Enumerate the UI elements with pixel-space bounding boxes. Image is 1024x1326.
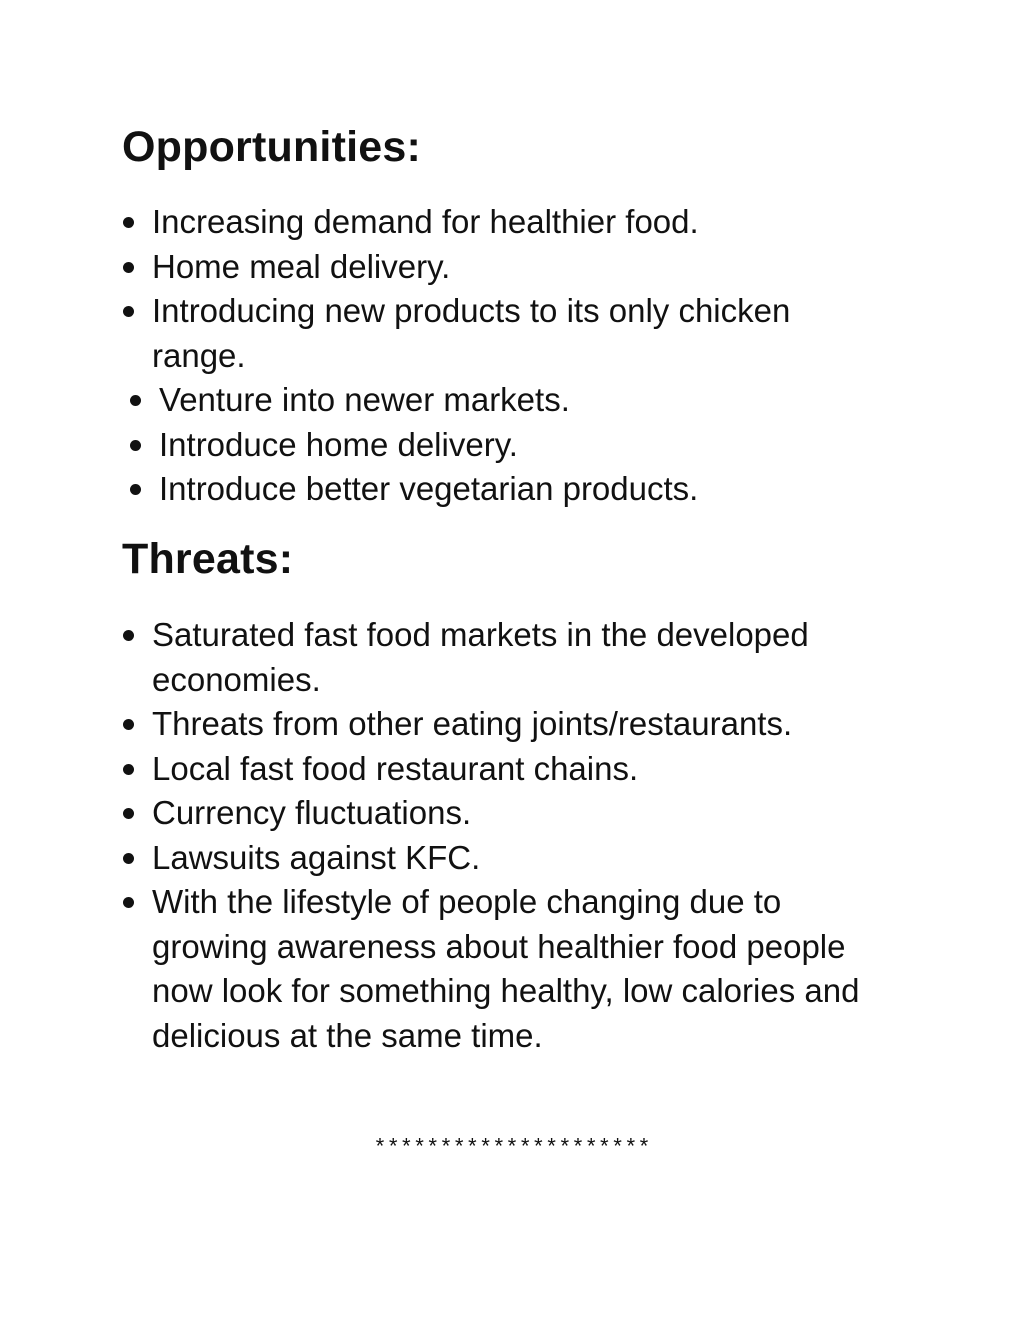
bullet-icon bbox=[130, 395, 141, 406]
list-item bbox=[0, 423, 899, 468]
bullet-icon bbox=[123, 853, 134, 864]
list-item-text: Introduce better vegetarian products. bbox=[159, 470, 699, 507]
list-item-text: Lawsuits against KFC. bbox=[152, 838, 481, 876]
list-item-text: Local fast food restaurant chains. bbox=[152, 749, 639, 787]
bullet-icon bbox=[123, 808, 134, 819]
bullet-icon bbox=[123, 630, 134, 641]
bullet-icon bbox=[130, 484, 141, 495]
bullet-icon bbox=[123, 217, 134, 228]
list-item-text: Introduce home delivery. bbox=[159, 425, 518, 463]
threats-list bbox=[0, 613, 892, 1058]
list-item bbox=[0, 880, 892, 1058]
list-item-text: Home meal delivery. bbox=[152, 247, 451, 285]
list-item bbox=[0, 467, 899, 512]
threats-heading: Threats: bbox=[122, 535, 294, 583]
section-separator: ********************* bbox=[373, 1136, 651, 1161]
list-item bbox=[0, 702, 892, 747]
list-item-text: Venture into newer markets. bbox=[159, 381, 570, 418]
list-item-text: Increasing demand for healthier food. bbox=[152, 203, 699, 240]
opportunities-heading: Opportunities: bbox=[122, 123, 421, 171]
opportunities-list bbox=[0, 200, 899, 512]
bullet-icon bbox=[123, 306, 134, 317]
bullet-icon bbox=[123, 897, 134, 908]
bullet-icon bbox=[130, 440, 141, 451]
list-item-text: Saturated fast food markets in the developed economies. bbox=[152, 616, 809, 698]
list-item-text: With the lifestyle of people changing due to growing awareness about healthier food people now look for something healthy, low calories and delicious at the same time. bbox=[152, 883, 860, 1054]
list-item-text: Threats from other eating joints/restaurants. bbox=[152, 705, 793, 742]
list-item bbox=[0, 378, 899, 423]
bullet-icon bbox=[123, 764, 134, 775]
bullet-icon bbox=[123, 719, 134, 730]
list-item-text: Introducing new products to its only chicken range. bbox=[152, 292, 791, 374]
list-item bbox=[0, 245, 892, 290]
list-item bbox=[0, 747, 892, 792]
list-item bbox=[0, 791, 892, 836]
list-item bbox=[0, 613, 892, 702]
list-item-text: Currency fluctuations. bbox=[152, 794, 472, 831]
list-item bbox=[0, 200, 892, 245]
list-item bbox=[0, 289, 892, 378]
list-item bbox=[0, 836, 892, 881]
bullet-icon bbox=[123, 262, 134, 273]
